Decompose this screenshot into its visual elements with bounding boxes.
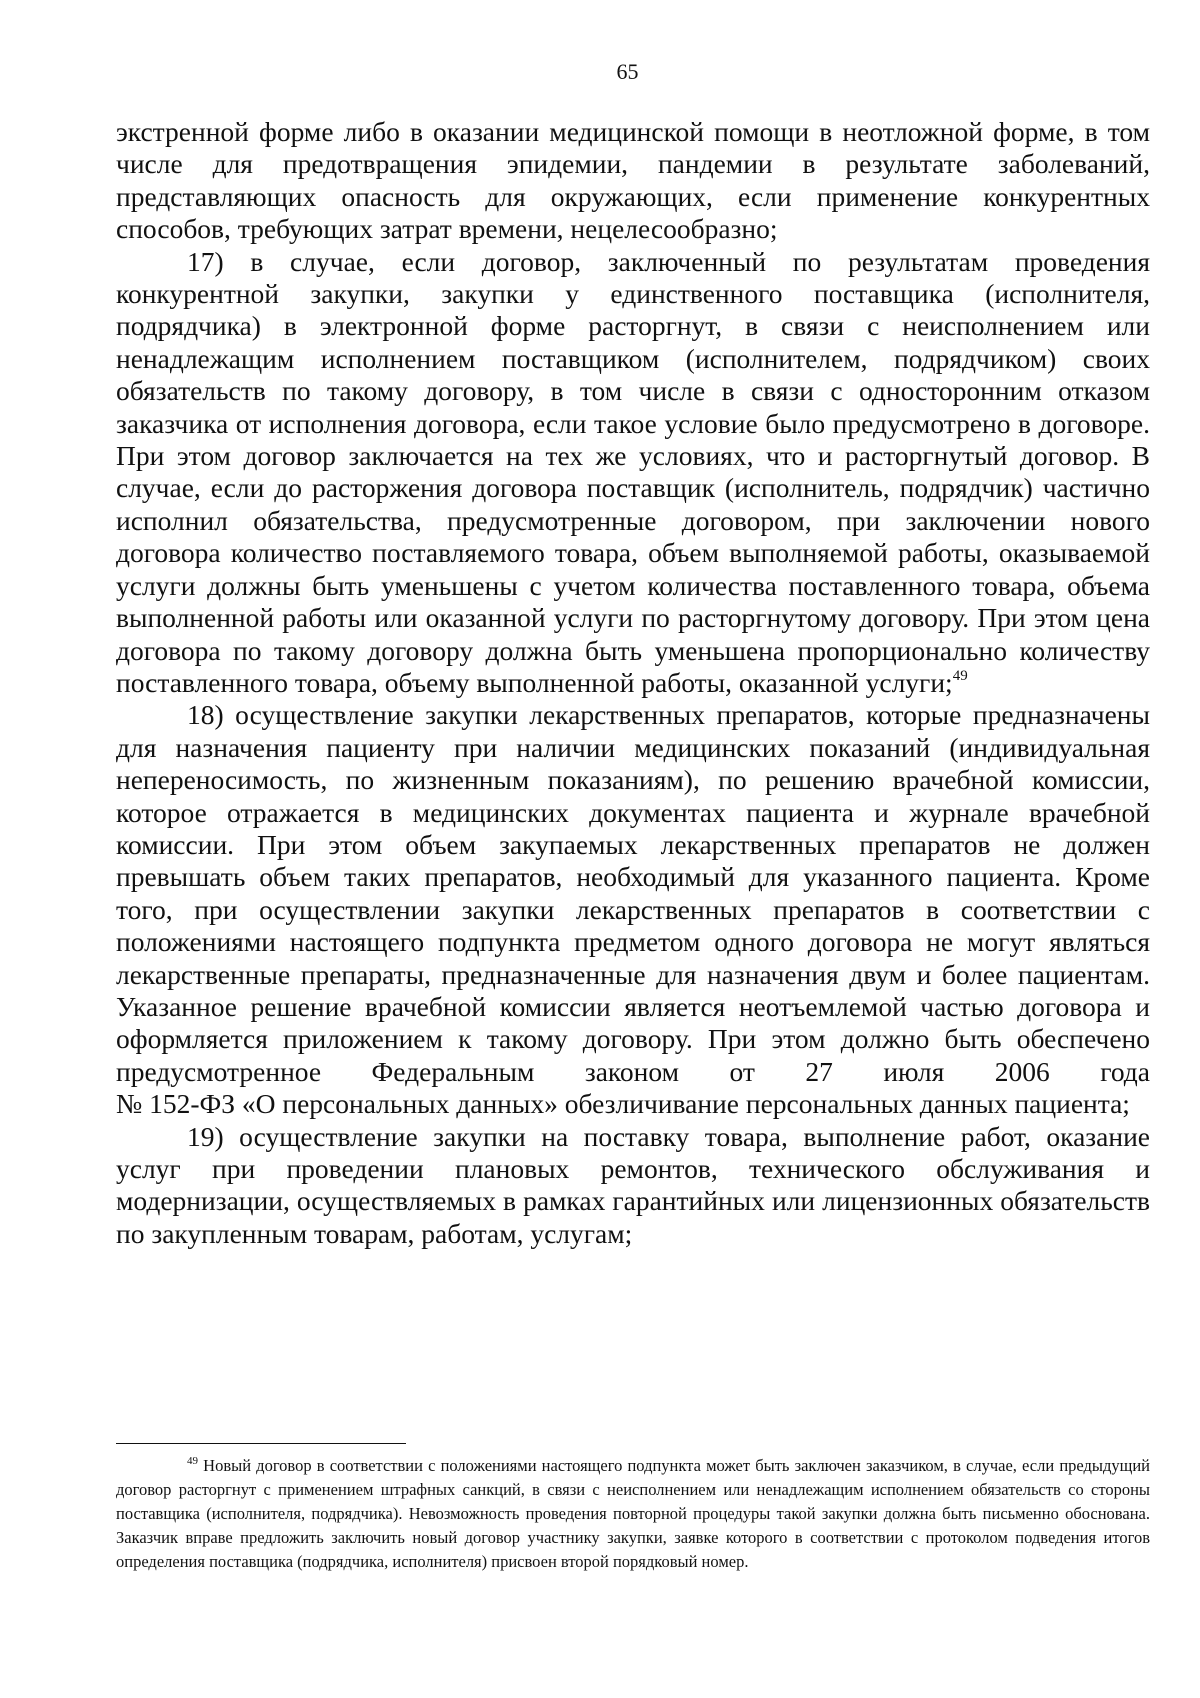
footnote-49 xyxy=(116,1454,1150,1574)
paragraph-item-18: 18) осуществление закупки лекарственных препаратов, которые предназначены для назначения пациенту при наличии медицинских показаний (индивидуальная непереносимость, по жизненным показаниям), по решению врачебной комиссии, которое отражается в медицинских документах пациента и журнале врачебной комиссии. При этом объем закупаемых лекарственных препаратов не должен превышать объем таких препаратов, необходимый для указанного пациента. Кроме того, при осуществлении закупки лекарственных препаратов в соответствии с положениями настоящего подпункта предметом одного договора не могут являться лекарственные препараты, предназначенные для назначения двум и более пациентам. Указанное решение врачебной комиссии является неотъемлемой частью договора и оформляется приложением к такому договору. При этом должно быть обеспечено предусмотренное Федеральным законом от 27 июля 2006 года xyxy=(116,699,1150,1087)
footnote-number: 49 xyxy=(187,1455,198,1467)
footnote-separator xyxy=(116,1443,406,1444)
paragraph-item-17-text: 17) в случае, если договор, заключенный по результатам проведения конкурентной закупки, закупки у единственного поставщика (исполнителя, подрядчика) в электронной форме расторгнут, в связи с неисполнением или ненадлежащим исполнением поставщиком (исполнителем, подрядчиком) своих обязательств по такому договору, в том числе в связи с односторонним отказом заказчика от исполнения договора, если такое условие было предусмотрено в договоре. При этом договор заключается на тех же условиях, что и расторгнутый договор. В случае, если до расторжения договора поставщик (исполнитель, подрядчик) частично исполнил обязательства, предусмотренные договором, при заключении нового договора количество поставляемого товара, объем выполняемой работы, оказываемой услуги должны быть уменьшены с учетом количества поставленного товара, объема выполненной работы или оказанной услуги по расторгнутому договору. При этом цена договора по такому договору должна быть уменьшена пропорционально количеству поставленного товара, объему выполненной работы, оказанной услуги; xyxy=(116,245,1150,698)
paragraph-continuation: экстренной форме либо в оказании медицинской помощи в неотложной форме, в том числе для предотвращения эпидемии, пандемии в результате заболеваний, представляющих опасность для окружающих, если применение конкурентных способов, требующих затрат времени, нецелесообразно; xyxy=(116,116,1150,245)
body-text xyxy=(116,116,1150,1250)
footnote-reference[interactable]: 49 xyxy=(952,667,968,684)
page-number: 65 xyxy=(616,59,639,84)
footnote-text: Новый договор в соответствии с положениями настоящего подпункта может быть заключен заказчиком, в случае, если предыдущий договор расторгнут с применением штрафных санкций, в связи с неисполнением или ненадлежащим исполнением обязательств со стороны поставщика (исполнителя, подрядчика). Невозможность проведения повторной процедуры такой закупки должна быть письменно обоснована. Заказчик вправе предложить заключить новый договор участнику закупки, заявке которого в соответствии с протоколом подведения итогов определения поставщика (подрядчика, исполнителя) присвоен второй порядковый номер. xyxy=(116,1456,1150,1571)
paragraph-item-18-continuation: № 152-ФЗ «О персональных данных» обезличивание персональных данных пациента; xyxy=(116,1088,1130,1120)
paragraph-item-17 xyxy=(116,246,1150,700)
paragraph-item-19: 19) осуществление закупки на поставку товара, выполнение работ, оказание услуг при проведении плановых ремонтов, технического обслуживания и модернизации, осуществляемых в рамках гарантийных или лицензионных обязательств по закупленным товарам, работам, услугам; xyxy=(116,1120,1150,1249)
